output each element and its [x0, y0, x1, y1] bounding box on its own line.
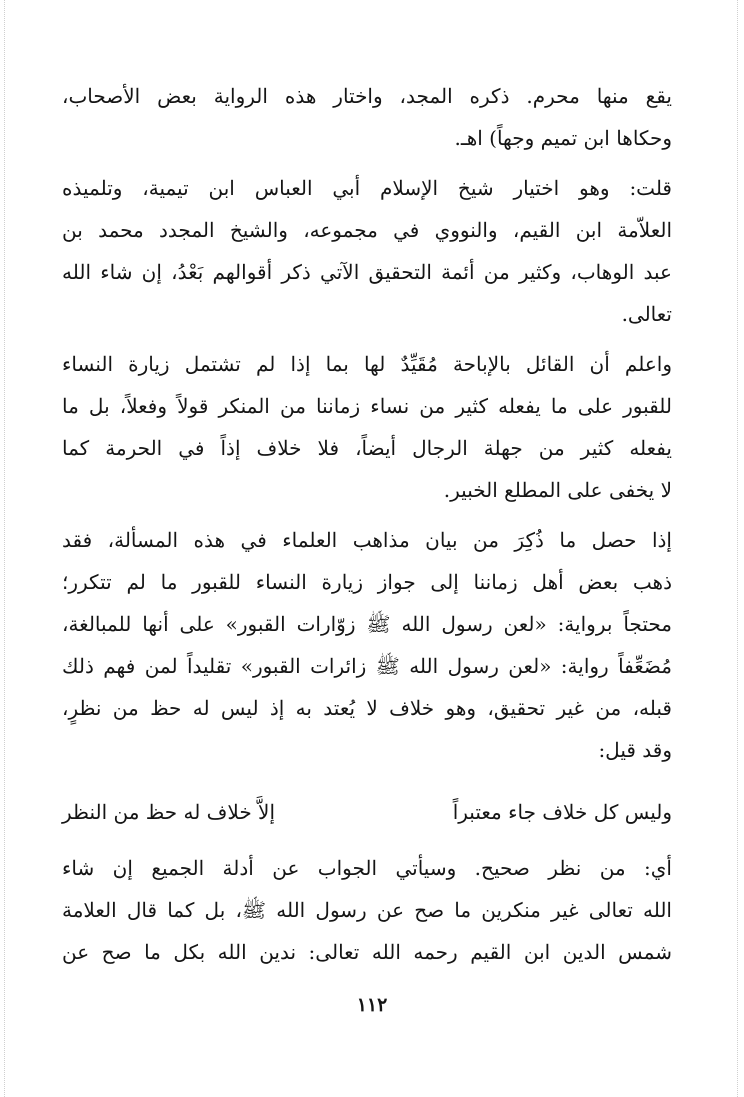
text-line: يقع منها محرم. ذكره المجد، واختار هذه الرواية بعض الأصحاب،	[62, 84, 672, 108]
paragraph-4	[62, 519, 672, 771]
text-line: عبد الوهاب، وكثير من أئمة التحقيق الآتي ذكر أقوالهم بَعْدُ، إن شاء الله	[62, 260, 672, 284]
scan-edge-left	[4, 0, 7, 1097]
poetry-verse	[62, 787, 672, 837]
text-line: شمس الدين ابن القيم رحمه الله تعالى: ندين الله بكل ما صح عن	[62, 940, 672, 964]
text-line: تعالى.	[621, 302, 672, 326]
text-line: الله تعالى غير منكرين ما صح عن رسول الله ﷺ، بل كما قال العلامة	[62, 898, 672, 922]
text-line: ذهب بعض أهل زماننا إلى جواز زيارة النساء للقبور ما لم تتكرر؛	[62, 570, 672, 594]
text-line: قبله، من غير تحقيق، وهو خلاف لا يُعتد به إذ ليس له حظ من نظرٍ،	[62, 696, 672, 720]
text-line: وحكاها ابن تميم وجهاً) اهـ.	[454, 126, 672, 150]
paragraph-3	[62, 343, 672, 511]
text-line: يفعله كثير من جهلة الرجال أيضاً، فلا خلاف إذاً في الحرمة كما	[62, 436, 672, 460]
verse-second-hemistich: إلاَّ خلاف له حظ من النظر	[62, 800, 276, 824]
text-line: أي: من نظر صحيح. وسيأتي الجواب عن أدلة الجميع إن شاء	[62, 856, 672, 880]
text-line: للقبور على ما يفعله كثير من نساء زماننا من المنكر قولاً وفعلاً، بل ما	[62, 394, 672, 418]
text-line: وقد قيل:	[598, 738, 672, 762]
text-line: واعلم أن القائل بالإباحة مُقَيِّدٌ لها بما إذا لم تشتمل زيارة النساء	[62, 352, 672, 376]
paragraph-5	[62, 847, 672, 973]
text-line: العلاّمة ابن القيم، والنووي في مجموعه، والشيخ المجدد محمد بن	[62, 218, 672, 242]
text-line: مُضَعِّفاً رواية: «لعن رسول الله ﷺ زائرات القبور» تقليداً لمن فهم ذلك	[62, 654, 672, 678]
text-line: إذا حصل ما ذُكِرَ من بيان مذاهب العلماء في هذه المسألة، فقد	[62, 528, 672, 552]
text-line: قلت: وهو اختيار شيخ الإسلام أبي العباس ابن تيمية، وتلميذه	[62, 176, 672, 200]
scan-edge-right	[737, 0, 740, 1097]
paragraph-2	[62, 167, 672, 335]
text-line: لا يخفى على المطلع الخبير.	[443, 478, 672, 502]
text-line: محتجاً برواية: «لعن رسول الله ﷺ زوّارات القبور» على أنها للمبالغة،	[62, 612, 672, 636]
page-number: ١١٢	[356, 994, 388, 1016]
paragraph-1	[62, 75, 672, 159]
verse-first-hemistich: وليس كل خلاف جاء معتبراً	[452, 800, 672, 824]
